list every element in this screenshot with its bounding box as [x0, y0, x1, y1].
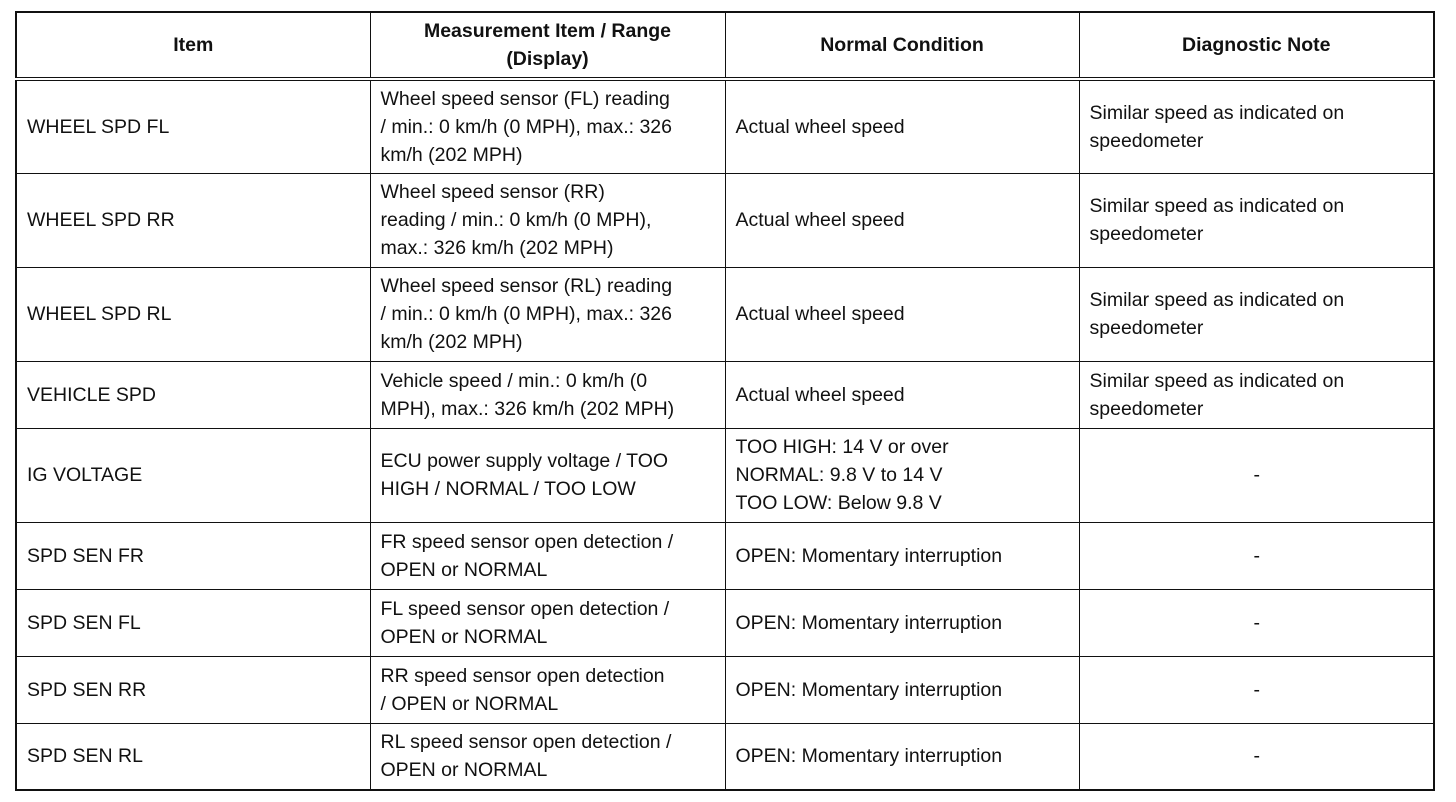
- cell-normal: OPEN: Momentary interruption: [725, 522, 1079, 589]
- table-row: [16, 656, 1434, 723]
- cell-range: RL speed sensor open detection / OPEN or NORMAL: [370, 723, 725, 790]
- cell-note: -: [1079, 428, 1434, 522]
- table-body: [16, 79, 1434, 790]
- header-diagnostic-note: Diagnostic Note: [1079, 12, 1434, 79]
- cell-normal: Actual wheel speed: [725, 173, 1079, 267]
- cell-note: -: [1079, 589, 1434, 656]
- cell-note: -: [1079, 723, 1434, 790]
- cell-item: SPD SEN RR: [16, 656, 370, 723]
- cell-item: WHEEL SPD FL: [16, 79, 370, 173]
- table-row: [16, 428, 1434, 522]
- cell-normal: OPEN: Momentary interruption: [725, 589, 1079, 656]
- cell-item: VEHICLE SPD: [16, 361, 370, 428]
- table-row: [16, 589, 1434, 656]
- table-row: [16, 173, 1434, 267]
- cell-normal: TOO HIGH: 14 V or over NORMAL: 9.8 V to 14 V TOO LOW: Below 9.8 V: [725, 428, 1079, 522]
- cell-item: IG VOLTAGE: [16, 428, 370, 522]
- cell-note: -: [1079, 656, 1434, 723]
- cell-note: -: [1079, 522, 1434, 589]
- cell-item: WHEEL SPD RL: [16, 267, 370, 361]
- cell-note: Similar speed as indicated on speedometer: [1079, 361, 1434, 428]
- cell-normal: Actual wheel speed: [725, 79, 1079, 173]
- header-normal-condition: Normal Condition: [725, 12, 1079, 79]
- cell-item: WHEEL SPD RR: [16, 173, 370, 267]
- cell-range: Wheel speed sensor (FL) reading / min.: 0 km/h (0 MPH), max.: 326 km/h (202 MPH): [370, 79, 725, 173]
- cell-range: Wheel speed sensor (RL) reading / min.: 0 km/h (0 MPH), max.: 326 km/h (202 MPH): [370, 267, 725, 361]
- cell-range: FL speed sensor open detection / OPEN or NORMAL: [370, 589, 725, 656]
- cell-item: SPD SEN RL: [16, 723, 370, 790]
- cell-range: RR speed sensor open detection / OPEN or NORMAL: [370, 656, 725, 723]
- table-row: [16, 361, 1434, 428]
- cell-note: Similar speed as indicated on speedometer: [1079, 173, 1434, 267]
- cell-normal: OPEN: Momentary interruption: [725, 656, 1079, 723]
- header-item: Item: [16, 12, 370, 79]
- table-row: [16, 79, 1434, 173]
- cell-item: SPD SEN FR: [16, 522, 370, 589]
- cell-note: Similar speed as indicated on speedometer: [1079, 79, 1434, 173]
- cell-range: FR speed sensor open detection / OPEN or NORMAL: [370, 522, 725, 589]
- cell-normal: Actual wheel speed: [725, 267, 1079, 361]
- data-list-table: [15, 11, 1435, 791]
- cell-item: SPD SEN FL: [16, 589, 370, 656]
- cell-range: ECU power supply voltage / TOO HIGH / NORMAL / TOO LOW: [370, 428, 725, 522]
- header-row: [16, 12, 1434, 79]
- cell-note: Similar speed as indicated on speedometer: [1079, 267, 1434, 361]
- table-row: [16, 723, 1434, 790]
- table-header: [16, 12, 1434, 79]
- cell-range: Vehicle speed / min.: 0 km/h (0 MPH), max.: 326 km/h (202 MPH): [370, 361, 725, 428]
- cell-range: Wheel speed sensor (RR) reading / min.: 0 km/h (0 MPH), max.: 326 km/h (202 MPH): [370, 173, 725, 267]
- table-row: [16, 267, 1434, 361]
- cell-normal: OPEN: Momentary interruption: [725, 723, 1079, 790]
- header-measurement-range: Measurement Item / Range (Display): [370, 12, 725, 79]
- table-row: [16, 522, 1434, 589]
- cell-normal: Actual wheel speed: [725, 361, 1079, 428]
